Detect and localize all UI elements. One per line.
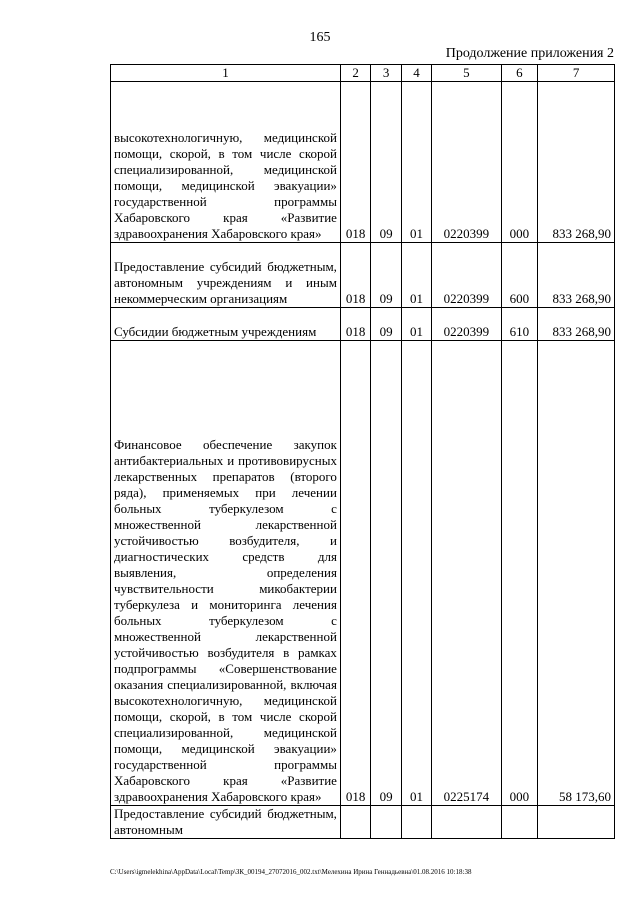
row-subsection-code: 01 — [401, 308, 431, 341]
row-expense-type: 000 — [501, 82, 538, 243]
row-subsection-code — [401, 806, 431, 839]
row-target-code: 0220399 — [432, 308, 501, 341]
row-target-code: 0220399 — [432, 243, 501, 308]
row-amount — [538, 806, 615, 839]
row-amount: 833 268,90 — [538, 308, 615, 341]
row-expense-type: 000 — [501, 341, 538, 806]
row-description: Предоставление субсидий бюджетным, автономным — [111, 806, 341, 839]
row-section-code — [371, 806, 401, 839]
header-cell-7: 7 — [538, 65, 615, 82]
row-ministry-code — [340, 806, 370, 839]
header-row — [111, 65, 615, 82]
row-description: Финансовое обеспечение закупок антибактериальных и противовирусных лекарственных препаратов (второго ряда), применяемых при лечении больных туберкулезом с множественной лекарственной устойчивостью возбудителя, и диагностических средств для выявления, определения чувствительности микобактерии туберкулеза и мониторинга лечения больных туберкулезом с множественной лекарственной устойчивостью возбудителя в рамках подпрограммы «Совершенствование оказания специализированной, включая высокотехнологичную, медицинской помощи, скорой, в том числе скорой специализированной, медицинской помощи, медицинской эвакуации» государственной программы Хабаровского края «Развитие здравоохранения Хабаровского края» — [111, 341, 341, 806]
row-subsection-code: 01 — [401, 82, 431, 243]
page-number: 165 — [309, 30, 331, 45]
row-description: Предоставление субсидий бюджетным, автономным учреждениям и иным некоммерческим организациям — [111, 243, 341, 308]
header-cell-4: 4 — [401, 65, 431, 82]
row-section-code: 09 — [371, 243, 401, 308]
row-ministry-code: 018 — [340, 82, 370, 243]
row-section-code: 09 — [371, 82, 401, 243]
row-description: высокотехнологичную, медицинской помощи, скорой, в том числе скорой специализированной, медицинской помощи, медицинской эвакуации» государственной программы Хабаровского края «Развитие здравоохранения Хабаровского края» — [111, 82, 341, 243]
table-row — [111, 243, 615, 308]
row-ministry-code: 018 — [340, 341, 370, 806]
row-target-code: 0225174 — [432, 341, 501, 806]
row-expense-type: 610 — [501, 308, 538, 341]
header-cell-1: 1 — [111, 65, 341, 82]
row-subsection-code: 01 — [401, 243, 431, 308]
table-row — [111, 82, 615, 243]
table-row — [111, 308, 615, 341]
row-ministry-code: 018 — [340, 243, 370, 308]
row-expense-type — [501, 806, 538, 839]
header-cell-5: 5 — [432, 65, 501, 82]
row-section-code: 09 — [371, 341, 401, 806]
row-amount: 833 268,90 — [538, 243, 615, 308]
table-row — [111, 806, 615, 839]
continuation-label: Продолжение приложения 2 — [445, 46, 614, 61]
budget-table — [110, 64, 615, 839]
table-row — [111, 341, 615, 806]
row-expense-type: 600 — [501, 243, 538, 308]
row-ministry-code: 018 — [340, 308, 370, 341]
row-amount: 58 173,60 — [538, 341, 615, 806]
header-cell-6: 6 — [501, 65, 538, 82]
file-path-footer: C:\Users\igmelekhina\AppData\Local\Temp\ЗК_00194_27072016_002.txt\Мелехина Ирина Геннадьевна\01.08.2016 10:18:38 — [110, 868, 472, 876]
row-subsection-code: 01 — [401, 341, 431, 806]
row-amount: 833 268,90 — [538, 82, 615, 243]
row-description: Субсидии бюджетным учреждениям — [111, 308, 341, 341]
header-cell-2: 2 — [340, 65, 370, 82]
row-target-code: 0220399 — [432, 82, 501, 243]
row-section-code: 09 — [371, 308, 401, 341]
header-cell-3: 3 — [371, 65, 401, 82]
row-target-code — [432, 806, 501, 839]
